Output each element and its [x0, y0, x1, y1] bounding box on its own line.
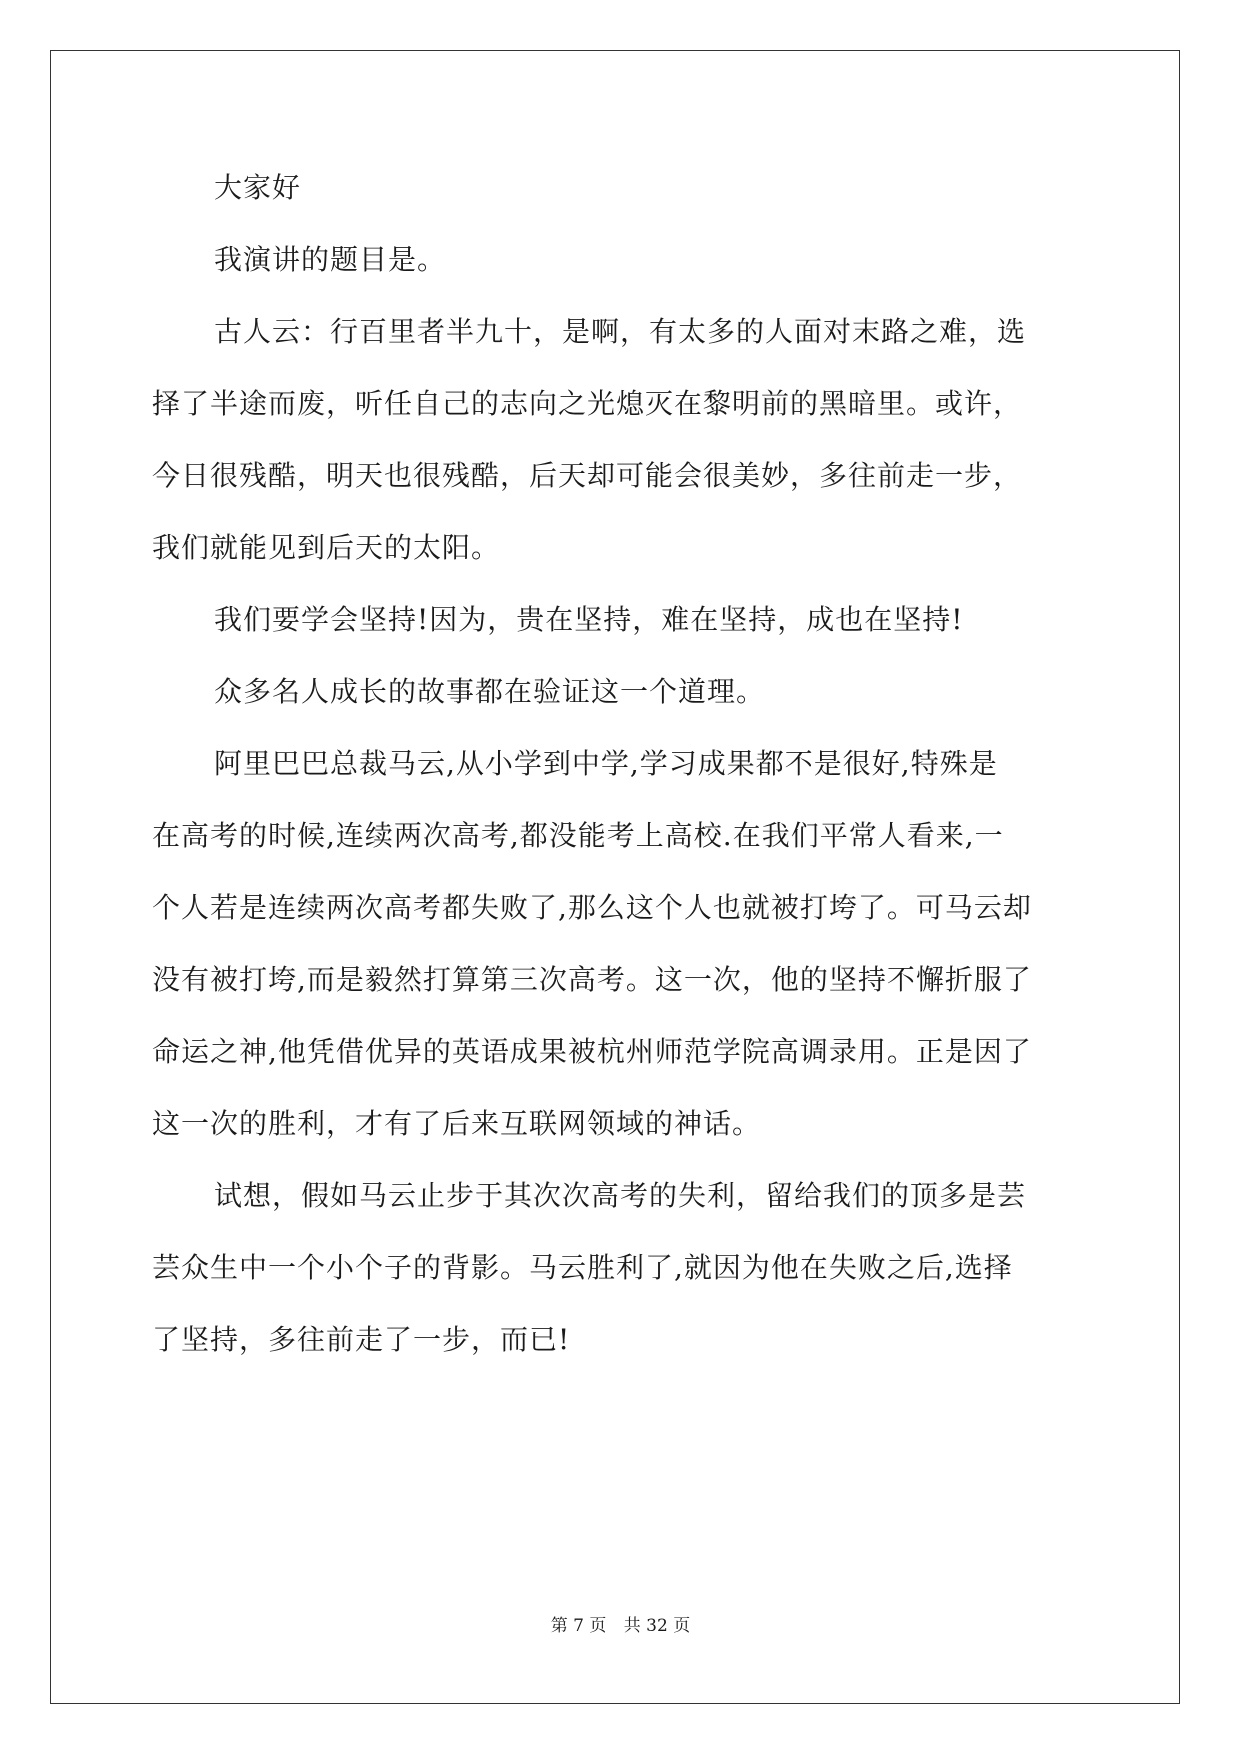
paragraph-line: 芸众生中一个小个子的背影。马云胜利了,就因为他在失败之后,选择: [152, 1251, 1013, 1284]
paragraph-line: 众多名人成长的故事都在验证这一个道理。: [214, 675, 766, 708]
paragraph-topic: 我演讲的题目是。: [214, 243, 447, 276]
paragraph-line: 今日很残酷，明天也很残酷，后天却可能会很美妙，多往前走一步，: [152, 459, 1023, 492]
paragraph-line: 古人云：行百里者半九十，是啊，有太多的人面对末路之难，选: [214, 315, 1027, 348]
paragraph-line: 这一次的胜利，才有了后来互联网领域的神话。: [152, 1107, 762, 1140]
paragraph-line: 在高考的时候,连续两次高考,都没能考上高校.在我们平常人看来,一: [152, 819, 1004, 852]
page-border: [50, 50, 1180, 1704]
page-number-total: 共 32 页: [623, 1616, 691, 1636]
page-number-current: 第 7 页: [550, 1616, 607, 1636]
paragraph-line: 阿里巴巴总裁马云,从小学到中学,学习成果都不是很好,特殊是: [214, 747, 998, 780]
paragraph-line: 我们要学会坚持!因为，贵在坚持，难在坚持，成也在坚持!: [214, 603, 964, 636]
paragraph-line: 个人若是连续两次高考都失败了,那么这个人也就被打垮了。可马云却: [152, 891, 1032, 924]
paragraph-greeting: 大家好: [214, 171, 302, 204]
paragraph-line: 我们就能见到后天的太阳。: [152, 531, 501, 564]
paragraph-line: 了坚持，多往前走了一步，而已!: [152, 1323, 571, 1356]
paragraph-line: 没有被打垮,而是毅然打算第三次高考。这一次，他的坚持不懈折服了: [152, 963, 1032, 996]
paragraph-line: 择了半途而废，听任自己的志向之光熄灭在黎明前的黑暗里。或许，: [152, 387, 1023, 420]
page-footer: [0, 1614, 1241, 1638]
paragraph-line: 试想，假如马云止步于其次次高考的失利，留给我们的顶多是芸: [214, 1179, 1027, 1212]
paragraph-line: 命运之神,他凭借优异的英语成果被杭州师范学院高调录用。正是因了: [152, 1035, 1032, 1068]
